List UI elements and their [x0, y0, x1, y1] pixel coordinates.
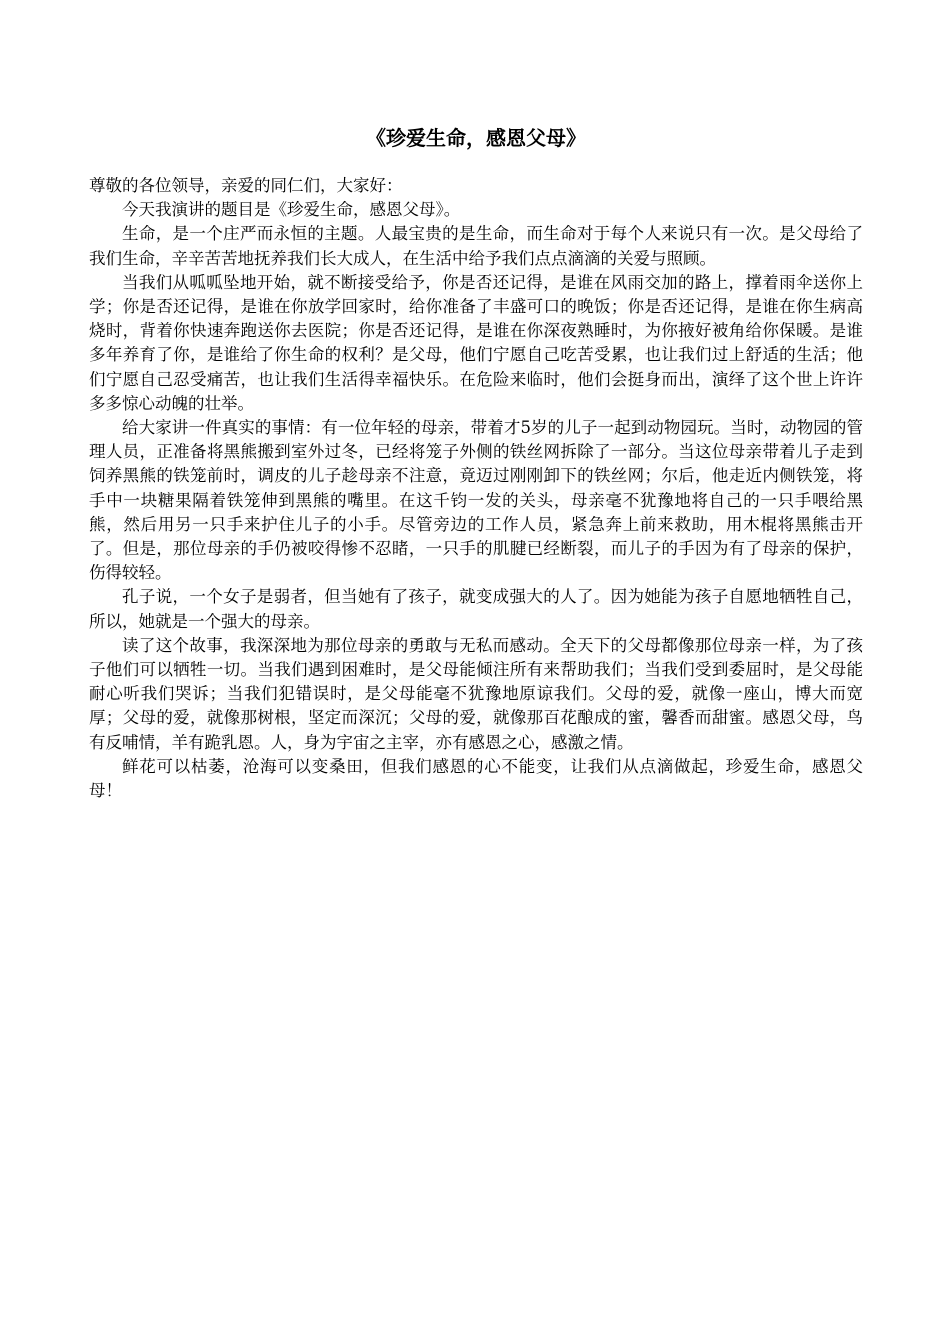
- paragraph-topic: 今天我演讲的题目是《珍爱生命，感恩父母》。: [122, 200, 461, 220]
- paragraph-remember: 当我们从呱呱坠地开始，就不断接受给予，你是否还记得，是谁在风雨交加的路上，撑着雨伞送你上学；你是否还记得，是谁在你放学回家时，给你准备了丰盛可口的晚饭；你是否还记得，是谁在你生病高烧时，背着你快速奔跑送你去医院；你是否还记得，是谁在你深夜熟睡时，为你掖好被角给你保暖。是谁多年养育了你，是谁给了你生命的权利？是父母，他们宁愿自己吃苦受累，也让我们过上舒适的生活；他们宁愿自己忍受痛苦，也让我们生活得幸福快乐。在危险来临时，他们会挺身而出，演绎了这个世上许许多多惊心动魄的壮举。: [89, 272, 863, 413]
- paragraph-confucius: 孔子说，一个女子是弱者，但当她有了孩子，就变成强大的人了。因为她能为孩子自愿地牺牲自己，所以，她就是一个强大的母亲。: [89, 587, 863, 631]
- salutation: 尊敬的各位领导，亲爱的同仁们，大家好：: [89, 176, 403, 195]
- paragraph-story: 给大家讲一件真实的事情：有一位年轻的母亲，带着才5岁的儿子一起到动物园玩。当时，动物园的管理人员，正准备将黑熊搬到室外过冬，已经将笼子外侧的铁丝网拆除了一部分。当这位母亲带着儿子走到饲养黑熊的铁笼前时，调皮的儿子趁母亲不注意，竟迈过刚刚卸下的铁丝网；尔后，他走近内侧铁笼，将手中一块糖果隔着铁笼伸到黑熊的嘴里。在这千钧一发的关头，母亲毫不犹豫地将自己的一只手喂给黑熊，然后用另一只手来护住儿子的小手。尽管旁边的工作人员，紧急奔上前来救助，用木棍将黑熊击开了。但是，那位母亲的手仍被咬得惨不忍睹，一只手的肌腱已经断裂，而儿子的手因为有了母亲的保护，伤得较轻。: [89, 418, 863, 583]
- paragraph-closing: 鲜花可以枯萎，沧海可以变桑田，但我们感恩的心不能变，让我们从点滴做起，珍爱生命，感恩父母！: [89, 756, 863, 801]
- paragraph-reflection: 读了这个故事，我深深地为那位母亲的勇敢与无私而感动。全天下的父母都像那位母亲一样，为了孩子他们可以牺牲一切。当我们遇到困难时，是父母能倾注所有来帮助我们；当我们受到委屈时，是父母能耐心听我们哭诉；当我们犯错误时，是父母能毫不犹豫地原谅我们。父母的爱，就像一座山，博大而宽厚；父母的爱，就像那树根，坚定而深沉；父母的爱，就像那百花酿成的蜜，馨香而甜蜜。感恩父母，鸟有反哺情，羊有跪乳恩。人，身为宇宙之主宰，亦有感恩之心，感激之情。: [89, 635, 863, 752]
- document-title: 《珍爱生命，感恩父母》: [366, 126, 586, 150]
- document-page: [89, 118, 863, 803]
- paragraph-life: 生命，是一个庄严而永恒的主题。人最宝贵的是生命，而生命对于每个人来说只有一次。是父母给了我们生命，辛辛苦苦地抚养我们长大成人，在生活中给予我们点点滴滴的关爱与照顾。: [89, 224, 863, 268]
